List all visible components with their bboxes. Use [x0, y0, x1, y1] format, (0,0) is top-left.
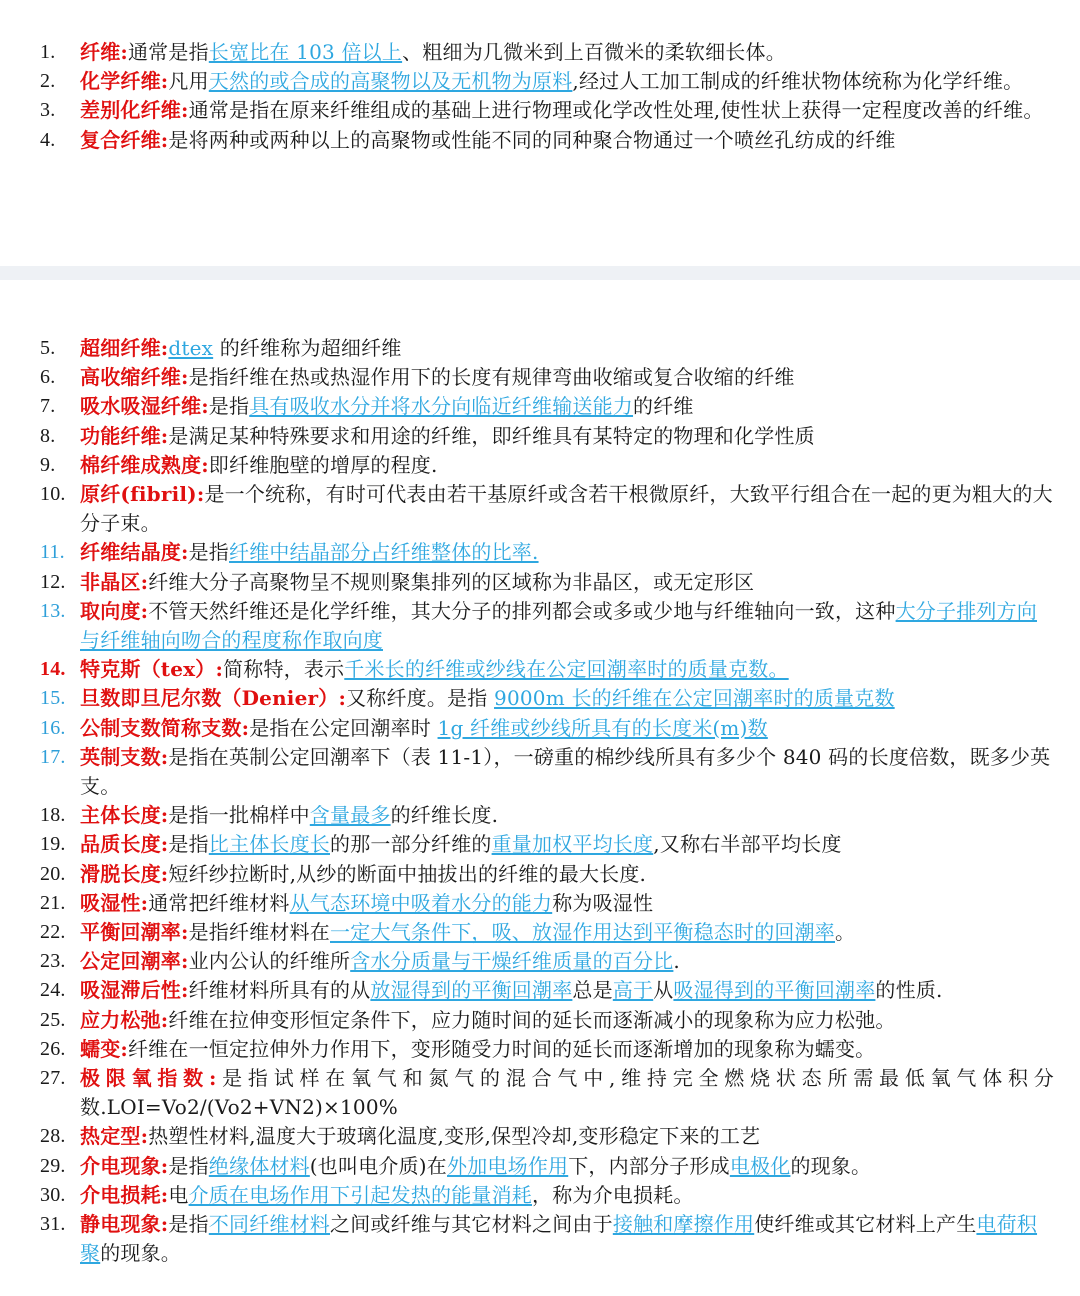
definition-text: 。 — [835, 920, 856, 945]
definition-item — [0, 918, 1080, 947]
definition-item — [0, 422, 1080, 451]
term-label: 极限氧指数: — [80, 1066, 217, 1091]
definition-text: 是指在英制公定回潮率下（表 11-1），一磅重的棉纱线所具有多少个 840 码的长度倍数，既多少英支。 — [80, 744, 1051, 799]
highlighted-phrase: 高于 — [612, 978, 654, 1003]
highlighted-phrase: 放湿得到的平衡回潮率 — [370, 978, 573, 1003]
definition-text: 的纤维长度. — [390, 803, 499, 828]
item-number: 25. — [40, 1008, 66, 1031]
term-label: 旦数即旦尼尔数（Denier）: — [80, 686, 347, 711]
term-label: 吸湿性: — [80, 890, 149, 915]
item-number: 11. — [40, 541, 65, 564]
definition-text: 凡用 — [168, 69, 209, 94]
term-label: 差别化纤维: — [80, 98, 189, 123]
item-number: 3. — [40, 99, 56, 122]
term-label: 吸湿滞后性: — [80, 978, 189, 1003]
highlighted-phrase: 重量加权平均长度 — [491, 832, 654, 857]
definition-item — [0, 480, 1080, 538]
item-number: 23. — [40, 950, 66, 973]
highlighted-phrase: 从气态环境中吸着水分的能力 — [289, 890, 553, 915]
definition-text: 通常是指在原来纤维组成的基础上进行物理或化学改性处理,使性状上获得一定程度改善的纤维。 — [188, 98, 1044, 123]
definition-item — [0, 126, 1080, 155]
highlighted-phrase: 长宽比在 103 倍以上 — [208, 40, 403, 64]
term-label: 纤维结晶度: — [80, 540, 189, 565]
definition-item — [0, 1006, 1080, 1035]
item-number: 9. — [40, 453, 56, 476]
highlighted-phrase: dtex — [168, 336, 214, 360]
definition-item — [0, 538, 1080, 567]
highlighted-phrase: 含水分质量与干燥纤维质量的百分比 — [350, 949, 674, 974]
term-label: 应力松弛: — [80, 1007, 169, 1032]
highlighted-phrase: 不同纤维材料 — [208, 1212, 330, 1237]
definition-text: 的那一部分纤维的 — [330, 832, 492, 857]
definition-item — [0, 1035, 1080, 1064]
term-label: 纤维: — [80, 40, 128, 64]
term-label: 品质长度: — [80, 832, 169, 857]
definition-item — [0, 1122, 1080, 1151]
definition-item — [0, 597, 1080, 655]
definition-item — [0, 67, 1080, 96]
term-label: 特克斯（tex）: — [80, 657, 224, 682]
term-label: 公定回潮率: — [80, 949, 189, 974]
definition-item — [0, 96, 1080, 125]
highlighted-phrase: 接触和摩擦作用 — [612, 1212, 755, 1237]
definition-item — [0, 655, 1080, 684]
definition-item — [0, 451, 1080, 480]
definition-text: 之间或纤维与其它材料之间由于 — [330, 1212, 613, 1237]
definition-item — [0, 334, 1080, 363]
term-label: 化学纤维: — [80, 69, 169, 94]
item-number: 17. — [40, 745, 66, 768]
definition-item — [0, 1152, 1080, 1181]
highlighted-phrase: 含量最多 — [309, 803, 391, 828]
item-number: 16. — [40, 716, 66, 739]
item-number: 1. — [40, 41, 56, 63]
item-number: 27. — [40, 1067, 66, 1090]
item-number: 22. — [40, 921, 66, 944]
item-number: 21. — [40, 891, 66, 914]
term-label: 非晶区: — [80, 569, 149, 594]
item-number: 14. — [40, 658, 66, 681]
definition-text: 是指 — [168, 1212, 209, 1237]
term-label: 公制支数简称支数: — [80, 715, 250, 740]
definition-text: 是指纤维在热或热湿作用下的长度有规律弯曲收缩或复合收缩的纤维 — [188, 365, 795, 390]
definition-text: 是指 — [208, 394, 250, 419]
definition-text: ,经过人工加工制成的纤维状物体统称为化学纤维。 — [572, 69, 1024, 94]
term-label: 棉纤维成熟度: — [80, 452, 209, 477]
term-label: 英制支数: — [80, 744, 169, 769]
definition-text: (也叫电介质)在 — [309, 1153, 448, 1178]
definition-text: 电 — [168, 1182, 189, 1207]
item-number: 18. — [40, 804, 66, 827]
definition-item — [0, 947, 1080, 976]
highlighted-phrase: 大分子排列方向与纤维轴向吻合的程度称作取向度 — [80, 598, 1037, 653]
highlighted-phrase: 电荷积聚 — [80, 1212, 1038, 1266]
term-label: 超细纤维: — [80, 336, 169, 360]
definition-text: 称为吸湿性 — [552, 890, 654, 915]
term-label: 介电现象: — [80, 1153, 169, 1178]
definition-text: 通常把纤维材料 — [148, 890, 290, 915]
definition-text: 、粗细为几微米到上百微米的柔软细长体。 — [402, 40, 786, 64]
definition-text: 即纤维胞壁的增厚的程度. — [208, 452, 438, 477]
definition-text: 是指试样在氧气和氮气的混合气中,维持完全燃烧状态所需最低氧气体积分数.LOI=Vo2/(Vo2+VN2)×100% — [80, 1066, 1054, 1120]
highlighted-phrase: 具有吸收水分并将水分向临近纤维输送能力 — [249, 394, 634, 419]
definition-text: 是满足某种特殊要求和用途的纤维，即纤维具有某特定的物理和化学性质 — [168, 423, 815, 448]
definition-text: 纤维大分子高聚物呈不规则聚集排列的区域称为非晶区，或无定形区 — [148, 569, 755, 594]
definition-text: 总是 — [572, 978, 613, 1003]
definition-item — [0, 568, 1080, 597]
term-label: 主体长度: — [80, 803, 169, 828]
definition-text: 的纤维称为超细纤维 — [213, 336, 402, 360]
term-label: 取向度: — [80, 598, 149, 623]
definition-text: 的现象。 — [790, 1153, 872, 1178]
term-label: 热定型: — [80, 1124, 149, 1149]
definitions-list-part-1 — [0, 38, 1080, 155]
definition-text: 从 — [653, 978, 674, 1003]
item-number: 28. — [40, 1125, 66, 1148]
definition-text: 是一个统称，有时可代表由若干基原纤或含若干根微原纤，大致平行组合在一起的更为粗大的大分子束。 — [80, 482, 1053, 536]
definition-text: 的纤维 — [633, 394, 694, 419]
highlighted-phrase: 千米长的纤维或纱线在公定回潮率时的质量克数。 — [344, 657, 789, 682]
item-number: 8. — [40, 424, 56, 447]
definition-item — [0, 830, 1080, 859]
item-number: 19. — [40, 833, 66, 856]
item-number: 4. — [40, 128, 56, 151]
highlighted-phrase: 天然的或合成的高聚物以及无机物为原料 — [208, 69, 573, 94]
definition-text: 是指在公定回潮率时 — [249, 715, 438, 740]
item-number: 7. — [40, 395, 56, 418]
term-label: 静电现象: — [80, 1212, 169, 1237]
term-label: 复合纤维: — [80, 127, 169, 152]
definition-item — [0, 889, 1080, 918]
definition-item — [0, 714, 1080, 743]
highlighted-phrase: 纤维中结晶部分占纤维整体的比率. — [229, 540, 539, 565]
definition-text: 的现象。 — [100, 1241, 182, 1266]
definition-text: ,又称右半部平均长度 — [653, 832, 842, 857]
term-label: 蠕变: — [80, 1036, 128, 1061]
definition-text: . — [673, 949, 680, 974]
highlighted-phrase: 一定大气条件下，吸、放湿作用达到平衡稳态时的回潮率 — [330, 920, 835, 945]
item-number: 12. — [40, 570, 66, 593]
term-label: 原纤(fibril): — [80, 482, 205, 507]
definition-text: 是指 — [168, 1153, 209, 1178]
item-number: 13. — [40, 599, 66, 622]
definition-item — [0, 363, 1080, 392]
definition-item — [0, 976, 1080, 1005]
highlighted-phrase: 吸湿得到的平衡回潮率 — [673, 978, 876, 1003]
definition-text: 又称纤度。是指 — [346, 686, 495, 711]
highlighted-phrase: 9000m 长的纤维在公定回潮率时的质量克数 — [494, 686, 895, 711]
term-label: 功能纤维: — [80, 423, 169, 448]
item-number: 24. — [40, 979, 66, 1002]
definition-item — [0, 38, 1080, 67]
definition-text: 是指 — [188, 540, 229, 565]
definition-item — [0, 684, 1080, 713]
item-number: 10. — [40, 483, 66, 506]
definition-item — [0, 860, 1080, 889]
definition-item — [0, 801, 1080, 830]
item-number: 15. — [40, 687, 66, 710]
definition-item — [0, 392, 1080, 421]
term-label: 介电损耗: — [80, 1182, 169, 1207]
definition-item — [0, 1064, 1080, 1122]
term-label: 滑脱长度: — [80, 861, 169, 886]
term-label: 吸水吸湿纤维: — [80, 394, 209, 419]
definition-text: 简称特，表示 — [223, 657, 345, 682]
definition-text: 是指纤维材料在 — [188, 920, 330, 945]
item-number: 30. — [40, 1183, 66, 1206]
definition-text: 的性质. — [875, 978, 943, 1003]
definition-text: 是将两种或两种以上的高聚物或性能不同的同种聚合物通过一个喷丝孔纺成的纤维 — [168, 127, 896, 152]
definition-text: 不管天然纤维还是化学纤维，其大分子的排列都会或多或少地与纤维轴向一致，这种 — [148, 598, 896, 623]
definition-text: 纤维在拉伸变形恒定条件下，应力随时间的延长而逐渐减小的现象称为应力松弛。 — [168, 1007, 896, 1032]
item-number: 31. — [40, 1213, 66, 1236]
definition-text: 是指 — [168, 832, 209, 857]
definition-item — [0, 743, 1080, 801]
definition-text: 纤维在一恒定拉伸外力作用下，变形随受力时间的延长而逐渐增加的现象称为蠕变。 — [127, 1036, 876, 1061]
highlighted-phrase: 绝缘体材料 — [208, 1153, 310, 1178]
definition-text: 热塑性材料,温度大于玻璃化温度,变形,保型冷却,变形稳定下来的工艺 — [148, 1124, 761, 1149]
definitions-list-part-2 — [0, 334, 1080, 1269]
definition-text: 业内公认的纤维所 — [188, 949, 351, 974]
highlighted-phrase: 外加电场作用 — [447, 1153, 569, 1178]
definition-text: 纤维材料所具有的从 — [188, 978, 371, 1003]
highlighted-phrase: 比主体长度长 — [208, 832, 330, 857]
highlighted-phrase: 介质在电场作用下引起发热的能量消耗 — [188, 1182, 532, 1207]
term-label: 高收缩纤维: — [80, 365, 189, 390]
definition-item — [0, 1181, 1080, 1210]
definition-text: 使纤维或其它材料上产生 — [754, 1212, 977, 1237]
definition-item — [0, 1210, 1080, 1268]
item-number: 6. — [40, 366, 56, 389]
definition-text: ，称为介电损耗。 — [532, 1182, 694, 1207]
section-divider — [0, 266, 1080, 280]
term-label: 平衡回潮率: — [80, 920, 189, 945]
item-number: 5. — [40, 337, 56, 359]
definition-text: 下，内部分子形成 — [568, 1153, 730, 1178]
definition-text: 是指一批棉样中 — [168, 803, 310, 828]
definition-text: 通常是指 — [127, 40, 209, 64]
item-number: 26. — [40, 1037, 66, 1060]
item-number: 20. — [40, 862, 66, 885]
highlighted-phrase: 电极化 — [729, 1153, 791, 1178]
highlighted-phrase: 1g 纤维或纱线所具有的长度米(m)数 — [437, 715, 768, 740]
item-number: 29. — [40, 1154, 66, 1177]
item-number: 2. — [40, 70, 56, 93]
definition-text: 短纤纱拉断时,从纱的断面中抽拔出的纤维的最大长度. — [168, 861, 647, 886]
